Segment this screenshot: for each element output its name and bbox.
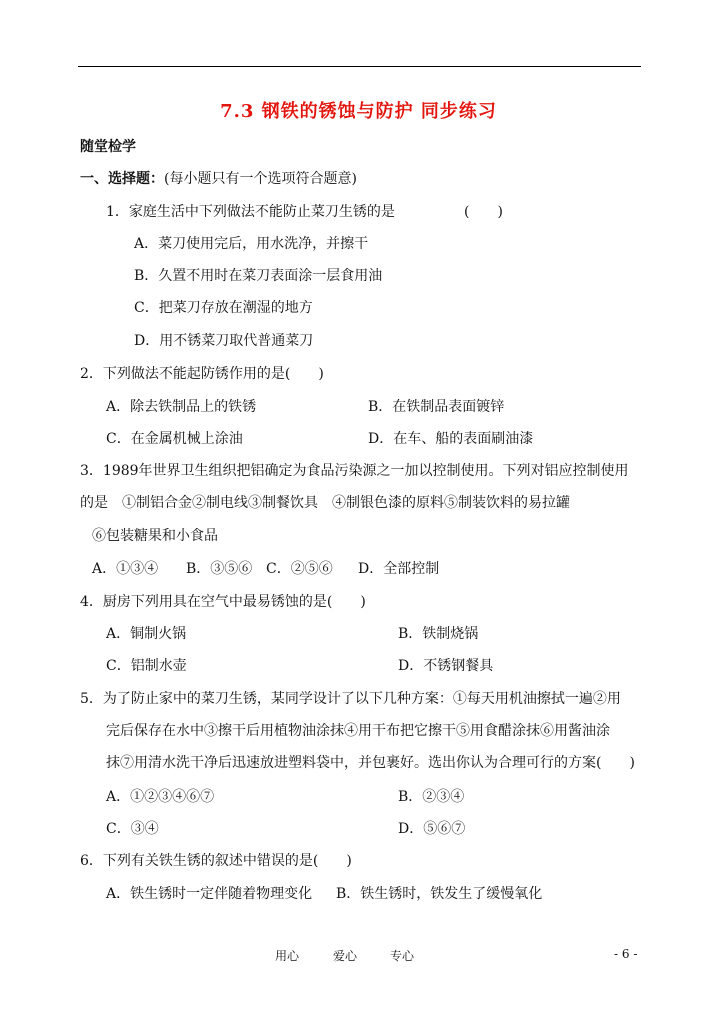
page-number: - 6 - bbox=[614, 947, 638, 961]
footer-word-3: 专心 bbox=[390, 949, 415, 963]
q4-option-b: B．铁制烧锅 bbox=[398, 626, 479, 642]
footer-word-1: 用心 bbox=[275, 949, 300, 963]
q4-stem: 4．厨房下列用具在空气中最易锈蚀的是( ) bbox=[80, 594, 366, 610]
page-title: 7.3 钢铁的锈蚀与防护 同步练习 bbox=[220, 101, 497, 122]
q4-option-a: A．铜制火锅 bbox=[106, 626, 187, 642]
q5-stem-line-2: 完后保存在水中③擦干后用植物油涂抹④用干布把它擦干⑤用食醋涂抹⑥用酱油涂 bbox=[106, 723, 610, 739]
q4-option-d: D．不锈钢餐具 bbox=[398, 658, 494, 674]
q5-option-a: A．①②③④⑥⑦ bbox=[106, 789, 215, 805]
q6-option-b: B．铁生锈时，铁发生了缓慢氧化 bbox=[336, 886, 543, 902]
q2-option-d: D．在车、船的表面刷油漆 bbox=[368, 431, 534, 447]
q5-stem-line-3: 抹⑦用清水洗干净后迅速放进塑料袋中，并包裹好。选出你认为合理可行的方案( ) bbox=[106, 755, 635, 771]
q5-option-d: D．⑤⑥⑦ bbox=[398, 821, 466, 837]
q5-option-b: B．②③④ bbox=[398, 789, 465, 805]
q2-option-c: C．在金属机械上涂油 bbox=[106, 431, 243, 447]
q3-option-c: C．②⑤⑥ bbox=[266, 561, 333, 577]
q1-option-b: B．久置不用时在菜刀表面涂一层食用油 bbox=[134, 268, 383, 284]
q4-option-c: C．铝制水壶 bbox=[106, 658, 187, 674]
q3-option-a: A．①③④ bbox=[92, 561, 159, 577]
q2-option-b: B．在铁制品表面镀锌 bbox=[368, 399, 505, 415]
part1-note: (每小题只有一个选项符合题意) bbox=[164, 171, 357, 187]
q3-option-b: B．③⑤⑥ bbox=[186, 561, 253, 577]
q3-stem-line-1: 3．1989年世界卫生组织把铝确定为食品污染源之一加以控制使用。下列对铝应控制使用 bbox=[80, 463, 629, 479]
q3-stem-line-3: ⑥包装糖果和小食品 bbox=[92, 528, 218, 544]
q6-option-a: A．铁生锈时一定伴随着物理变化 bbox=[106, 886, 313, 902]
q3-option-d: D．全部控制 bbox=[358, 561, 440, 577]
q5-stem-line-1: 5．为了防止家中的菜刀生锈，某同学设计了以下几种方案：①每天用机油擦拭一遍②用 bbox=[80, 691, 621, 707]
q6-stem: 6．下列有关铁生锈的叙述中错误的是( ) bbox=[80, 853, 352, 869]
part1-heading: 一、选择题： bbox=[80, 171, 164, 187]
q1-answer-paren: ( ) bbox=[464, 204, 503, 220]
q1-option-c: C．把菜刀存放在潮湿的地方 bbox=[134, 300, 313, 316]
q2-option-a: A．除去铁制品上的铁锈 bbox=[106, 399, 257, 415]
q5-option-c: C．③④ bbox=[106, 821, 159, 837]
q1-stem: 1．家庭生活中下列做法不能防止菜刀生锈的是 bbox=[106, 204, 395, 220]
q1-option-d: D．用不锈菜刀取代普通菜刀 bbox=[134, 333, 314, 349]
part1-heading-line bbox=[80, 169, 357, 189]
q1-option-a: A．菜刀使用完后，用水洗净，并擦干 bbox=[134, 236, 369, 252]
q2-stem: 2．下列做法不能起防锈作用的是( ) bbox=[80, 366, 324, 382]
header-rule bbox=[78, 66, 641, 67]
footer-word-2: 爱心 bbox=[333, 949, 358, 963]
q3-stem-line-2: 的是 ①制铝合金②制电线③制餐饮具 ④制银色漆的原料⑤制装饮料的易拉罐 bbox=[80, 495, 570, 511]
section-heading: 随堂检学 bbox=[80, 139, 136, 155]
